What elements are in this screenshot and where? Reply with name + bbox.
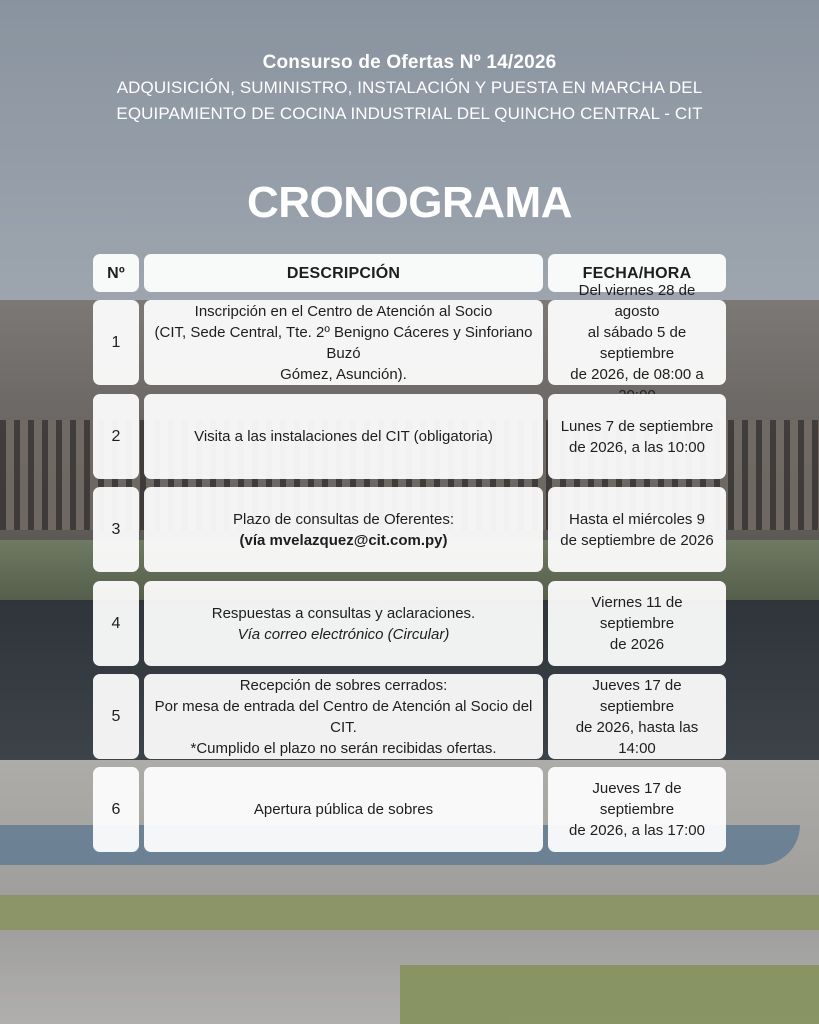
row-4-desc-note: Vía correo electrónico (Circular) bbox=[237, 625, 450, 643]
row-3-email: (vía mvelazquez@cit.com.py) bbox=[239, 531, 448, 549]
tender-subtitle-line2: EQUIPAMIENTO DE COCINA INDUSTRIAL DEL QUINCHO CENTRAL - CIT bbox=[116, 104, 703, 123]
row-5-desc bbox=[144, 674, 543, 759]
row-4-date-line: de 2026 bbox=[609, 636, 665, 653]
row-6-date bbox=[548, 767, 726, 852]
row-1-desc-line: (CIT, Sede Central, Tte. 2º Benigno Cáceres y Sinforiano Buzó bbox=[154, 323, 533, 362]
row-3-date bbox=[548, 487, 726, 572]
row-5-desc-line: Recepción de sobres cerrados: bbox=[239, 676, 448, 694]
tender-subtitle-line1: ADQUISICIÓN, SUMINISTRO, INSTALACIÓN Y PUESTA EN MARCHA DEL bbox=[116, 78, 703, 97]
row-2-num: 2 bbox=[93, 394, 139, 479]
row-5-date-line: de 2026, hasta las 14:00 bbox=[575, 718, 699, 757]
row-2-desc bbox=[144, 394, 543, 479]
row-4-date-line: Viernes 11 de septiembre bbox=[591, 594, 683, 632]
row-3-desc-line: Plazo de consultas de Oferentes: bbox=[233, 510, 454, 528]
row-1-desc-line: Inscripción en el Centro de Atención al Socio bbox=[194, 302, 493, 320]
row-1-desc bbox=[144, 300, 543, 385]
row-1-date-line: al sábado 5 de septiembre bbox=[587, 323, 687, 362]
row-5-desc-line: *Cumplido el plazo no serán recibidas ofertas. bbox=[190, 739, 497, 757]
row-5-num: 5 bbox=[93, 674, 139, 759]
header bbox=[0, 52, 819, 126]
row-4-num: 4 bbox=[93, 581, 139, 666]
row-2-date-line: de 2026, a las 10:00 bbox=[569, 438, 705, 456]
row-1-date bbox=[548, 281, 726, 385]
row-4-desc-line: Respuestas a consultas y aclaraciones. bbox=[211, 604, 476, 622]
col-header-num: Nº bbox=[93, 254, 139, 292]
row-5-date bbox=[548, 674, 726, 759]
row-4-desc bbox=[144, 581, 543, 666]
row-2-date-line: Lunes 7 de septiembre bbox=[560, 417, 714, 435]
row-6-desc bbox=[144, 767, 543, 852]
row-3-num: 3 bbox=[93, 487, 139, 572]
row-2-date bbox=[548, 394, 726, 479]
row-4-date bbox=[548, 581, 726, 666]
col-header-date: FECHA/HORA bbox=[548, 254, 726, 292]
row-6-desc-line: Apertura pública de sobres bbox=[253, 801, 434, 818]
page-heading: CRONOGRAMA bbox=[247, 178, 572, 227]
row-6-date-line: de 2026, a las 17:00 bbox=[569, 822, 705, 839]
row-3-date-line: Hasta el miércoles 9 bbox=[569, 510, 705, 528]
row-1-date-line: de 2026, de 08:00 a bbox=[570, 365, 704, 383]
row-3-desc bbox=[144, 487, 543, 572]
row-6-num: 6 bbox=[93, 767, 139, 852]
row-3-date-line: de septiembre de 2026 bbox=[560, 531, 714, 549]
row-2-desc-line: Visita a las instalaciones del CIT (obligatoria) bbox=[194, 428, 493, 445]
tender-title: Consurso de Ofertas Nº 14/2026 bbox=[262, 52, 557, 73]
row-6-date-line: Jueves 17 de septiembre bbox=[592, 780, 682, 818]
row-1-date-line: Del viernes 28 de agosto bbox=[578, 281, 696, 320]
row-1-desc-line: Gómez, Asunción). bbox=[280, 365, 407, 383]
row-5-date-line: Jueves 17 de septiembre bbox=[592, 676, 682, 715]
row-1-num: 1 bbox=[93, 300, 139, 385]
col-header-desc: DESCRIPCIÓN bbox=[144, 254, 543, 292]
row-5-desc-line: Por mesa de entrada del Centro de Atención al Socio del CIT. bbox=[154, 697, 533, 736]
